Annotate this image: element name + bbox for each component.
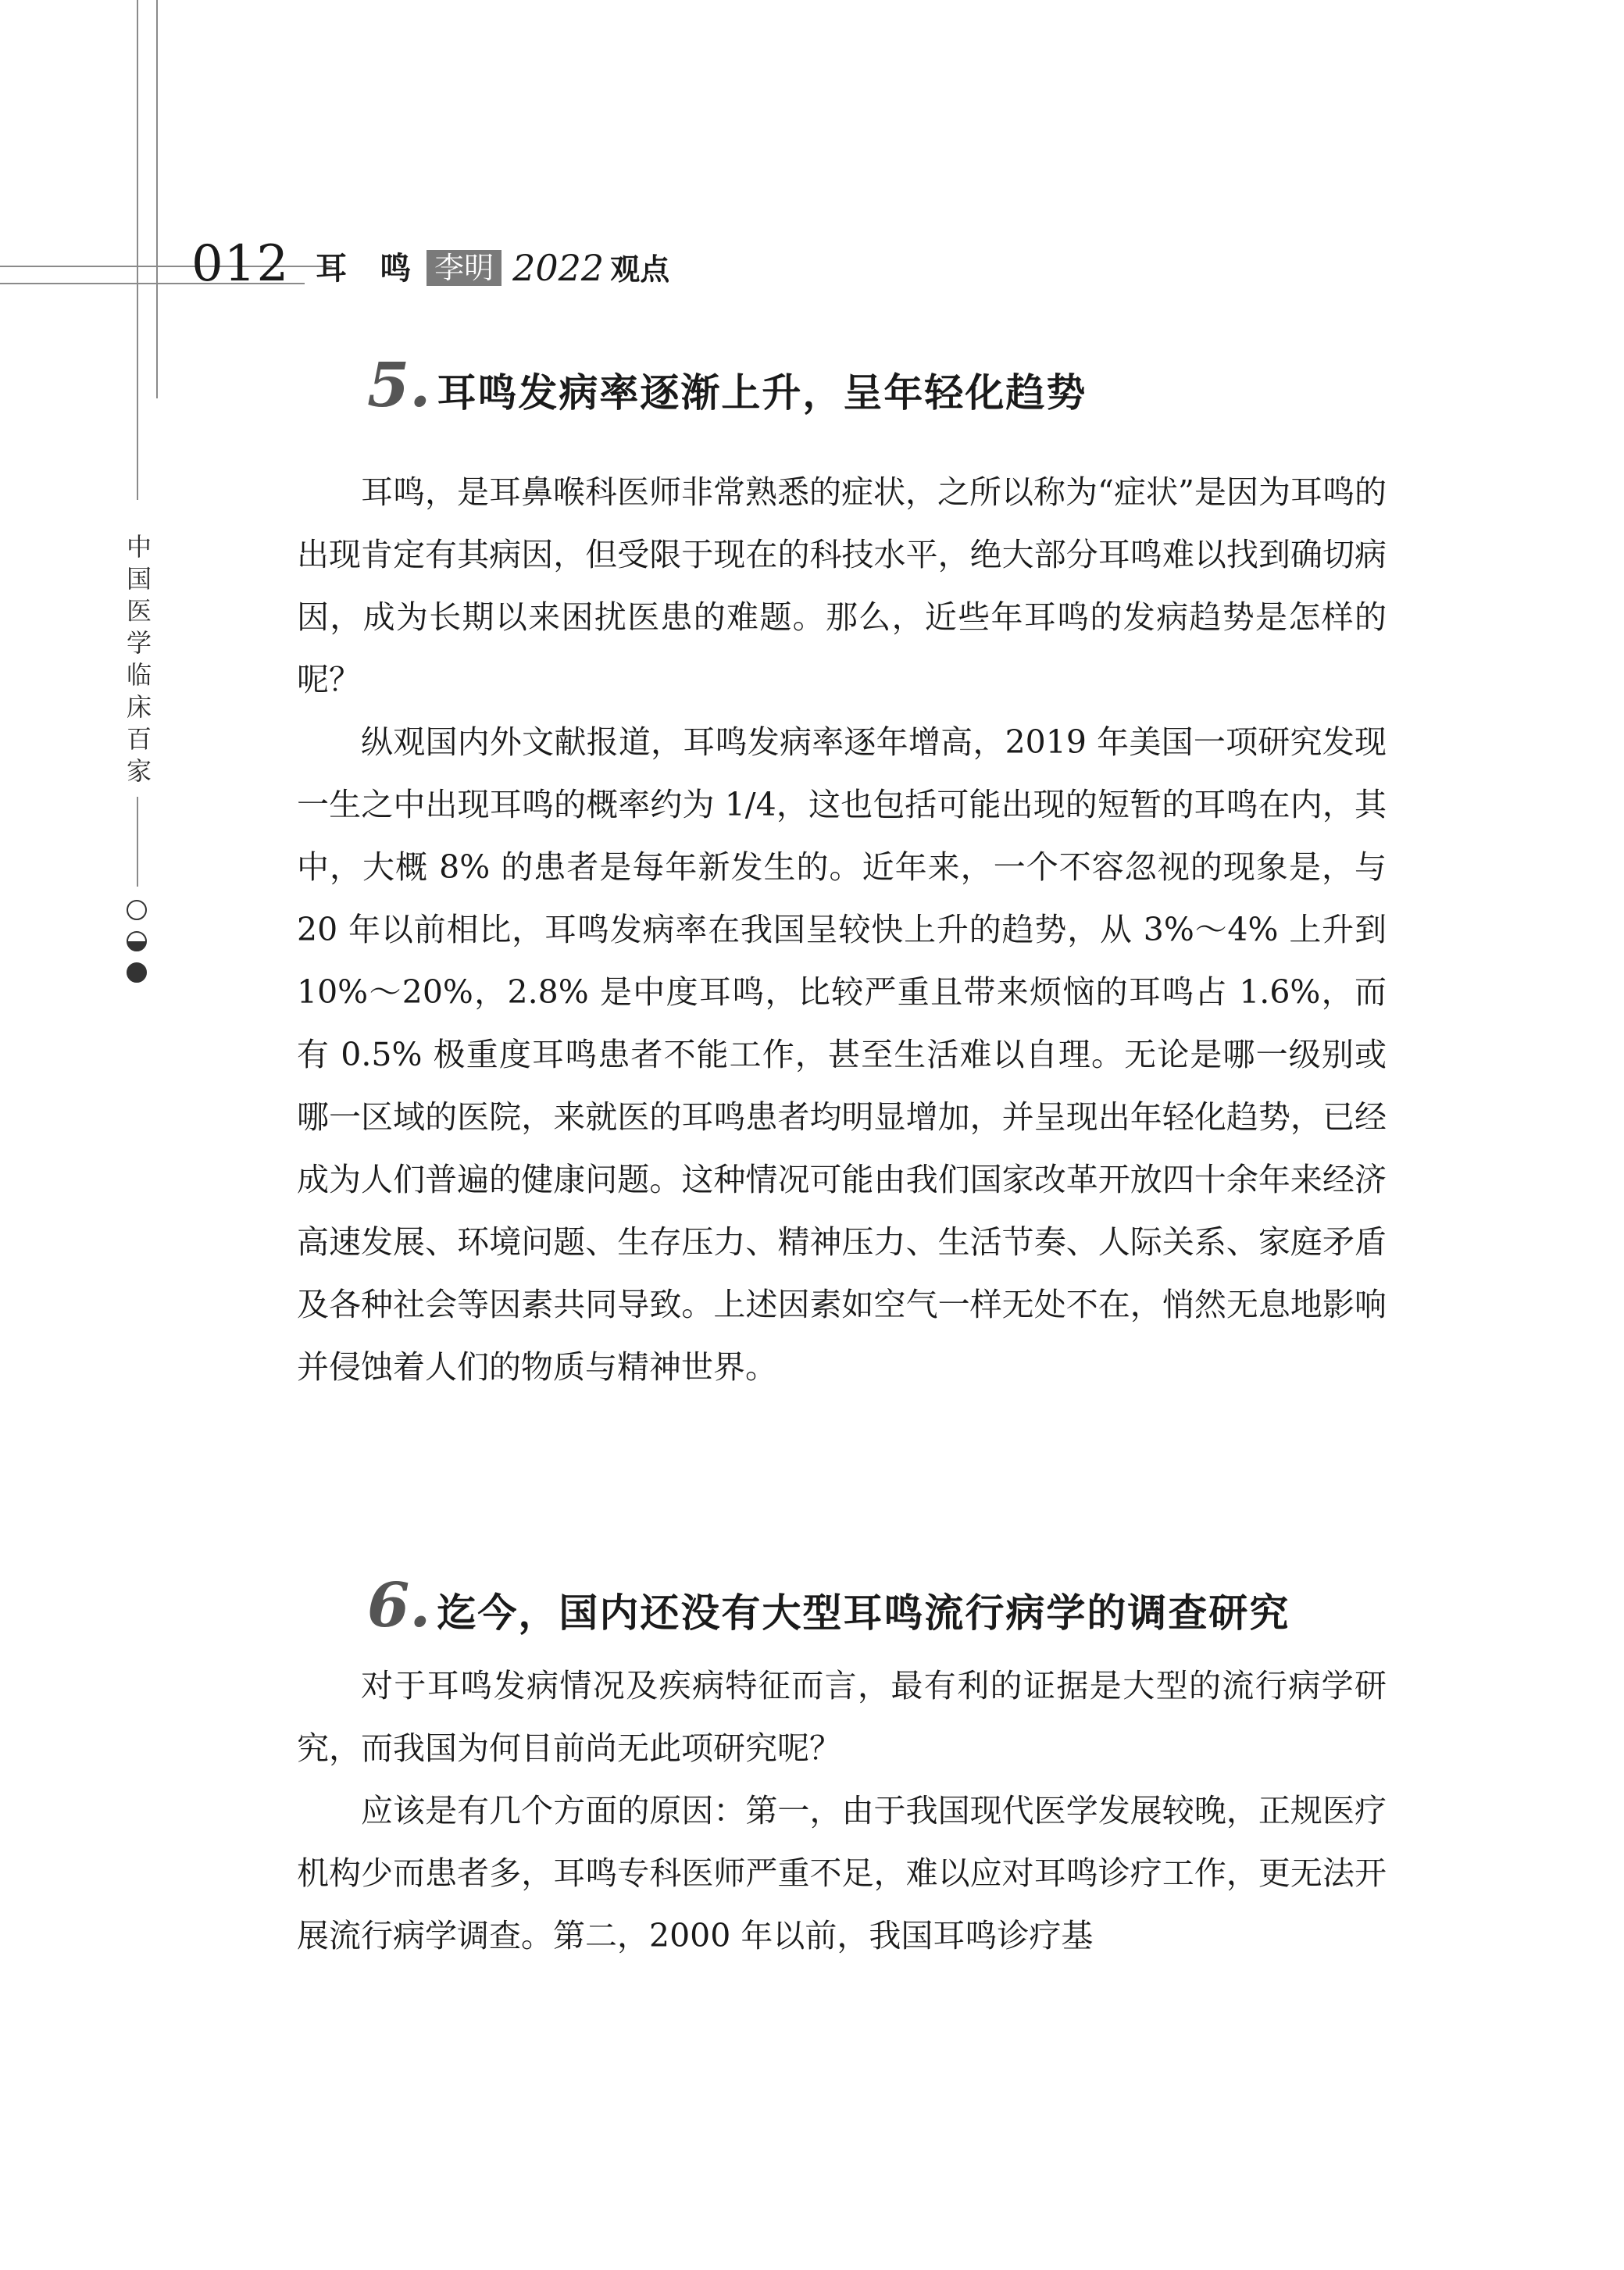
section-heading-5	[367, 350, 1087, 421]
paragraph: 对于耳鸣发病情况及疾病特征而言，最有利的证据是大型的流行病学研究，而我国为何目前尚无此项研究呢？	[297, 1667, 1387, 1767]
author-badge: 李明	[427, 250, 501, 286]
series-label	[123, 531, 155, 787]
series-char: 家	[126, 756, 152, 786]
series-char: 国	[126, 564, 152, 594]
series-char: 床	[126, 692, 152, 722]
running-header	[191, 211, 670, 293]
paragraph: 应该是有几个方面的原因：第一，由于我国现代医学发展较晚，正规医疗机构少而患者多，耳鸣专科医师严重不足，难以应对耳鸣诊疗工作，更无法开展流行病学调查。第二，2000 年以前，我国耳鸣诊疗基	[297, 1792, 1387, 1954]
section-number: 6.	[367, 1570, 431, 1641]
sidebar-divider	[137, 797, 138, 887]
book-title: 耳 鸣	[316, 251, 423, 287]
half-circle-icon	[127, 931, 147, 951]
series-char: 医	[126, 596, 152, 626]
section-title: 迄今，国内还没有大型耳鸣流行病学的调查研究	[437, 1590, 1290, 1636]
paragraph: 耳鸣，是耳鼻喉科医师非常熟悉的症状，之所以称为“症状”是因为耳鸣的出现肯定有其病因，但受限于现在的科技水平，绝大部分耳鸣难以找到确切病因，成为长期以来困扰医患的难题。那么，近些年耳鸣的发病趋势是怎样的呢？	[297, 473, 1387, 698]
frame-vline-right	[156, 0, 158, 398]
viewpoint-label: 观点	[610, 252, 670, 287]
empty-circle-icon	[127, 900, 147, 920]
section-title: 耳鸣发病率逐渐上升，呈年轻化趋势	[437, 370, 1087, 416]
series-char: 中	[126, 532, 152, 562]
frame-vline-left	[137, 0, 138, 500]
paragraph: 纵观国内外文献报道，耳鸣发病率逐年增高，2019 年美国一项研究发现一生之中出现耳鸣的概率约为 1/4，这也包括可能出现的短暂的耳鸣在内，其中，大概 8% 的患者是每年新发生的。近年来，一个不容忽视的现象是，与 20 年以前相比，耳鸣发病率在我国呈较快上升的趋势，从 3%～4% 上升到 10%～20%，2.8% 是中度耳鸣，比较严重且带来烦恼的耳鸣占 1.6%，而有 0.5% 极重度耳鸣患者不能工作，甚至生活难以自理。无论是哪一级别或哪一区域的医院，来就医的耳鸣患者均明显增加，并呈现出年轻化趋势，已经成为人们普遍的健康问题。这种情况可能由我们国家改革开放四十余年来经济高速发展、环境问题、生存压力、精神压力、生活节奏、人际关系、家庭矛盾及各种社会等因素共同导致。上述因素如空气一样无处不在，悄然无息地影响并侵蚀着人们的物质与精神世界。	[297, 723, 1387, 1386]
page-number: 012	[191, 235, 290, 293]
edition-year: 2022	[512, 247, 605, 289]
filled-circle-icon	[127, 962, 147, 983]
series-char: 百	[126, 724, 152, 754]
section-number: 5.	[367, 350, 431, 421]
series-char: 学	[126, 628, 152, 658]
series-char: 临	[126, 660, 152, 690]
section-heading-6	[367, 1570, 1290, 1641]
